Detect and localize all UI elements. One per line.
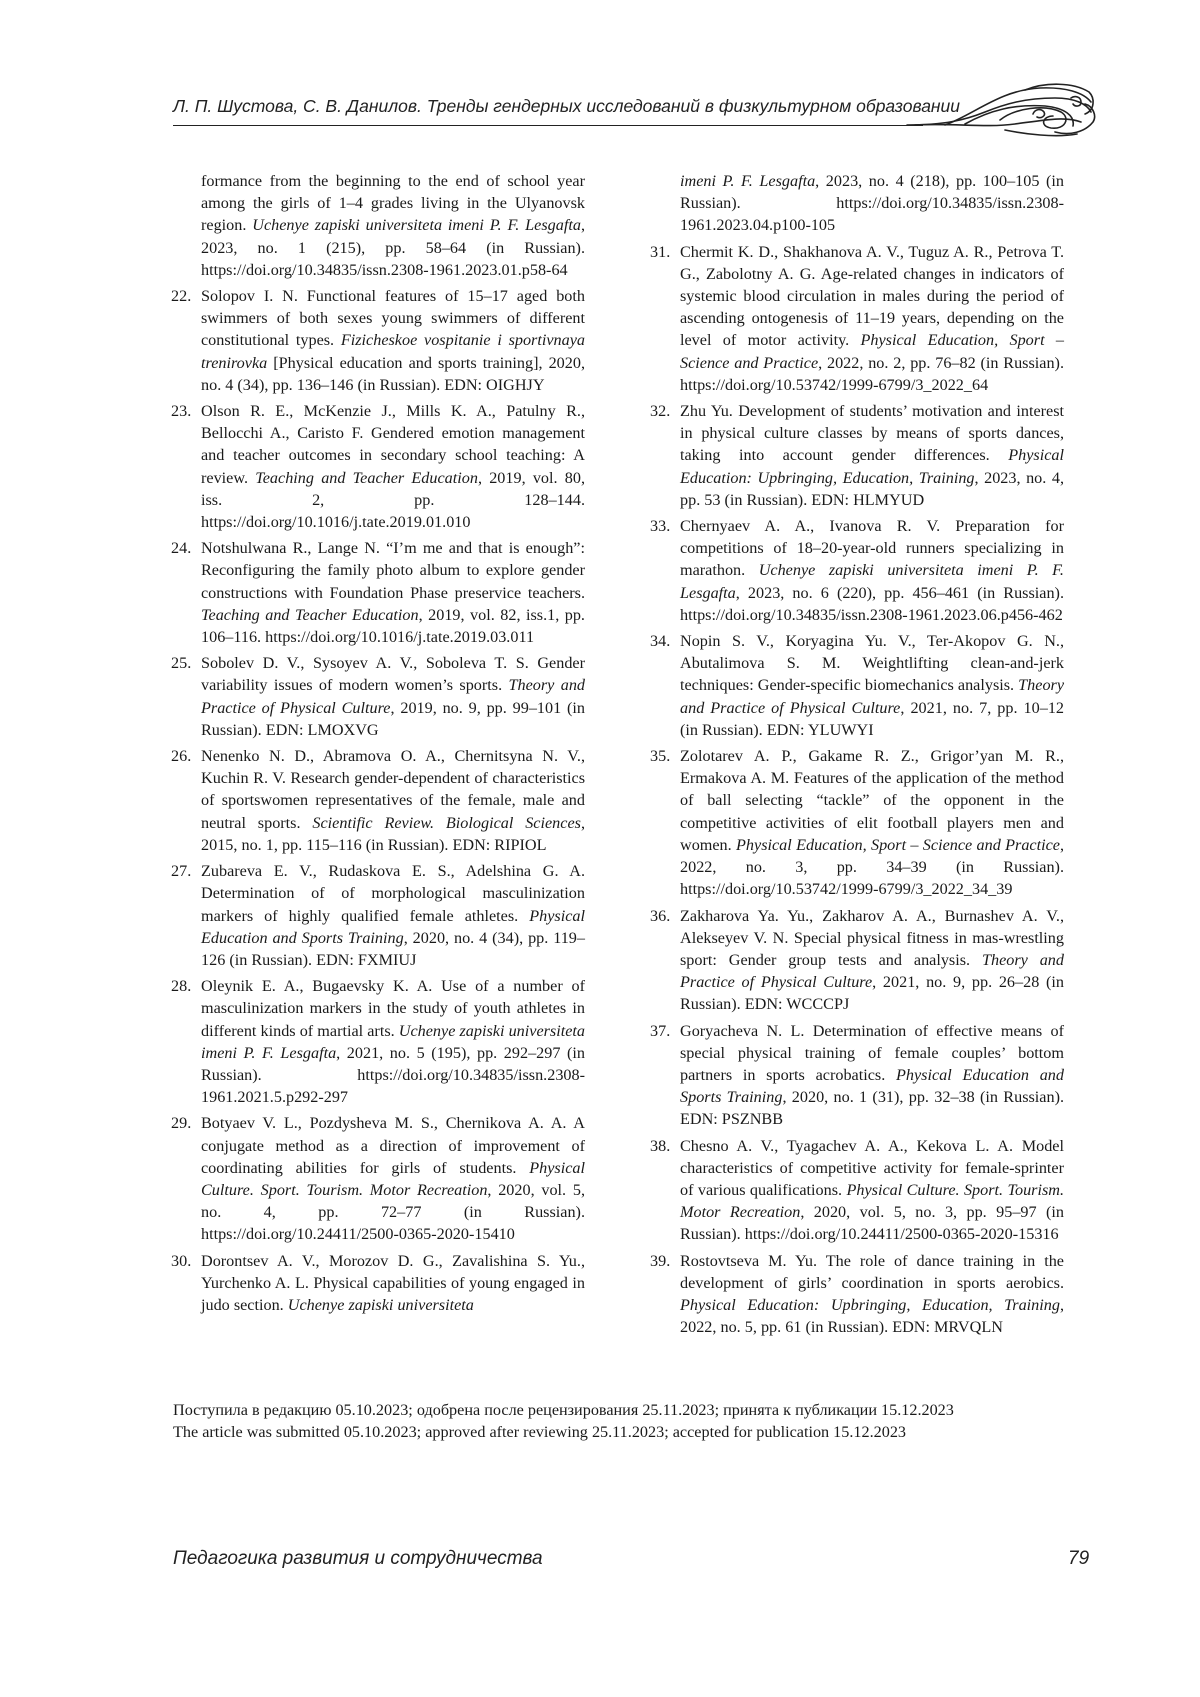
reference-text: , 2020, no. 1 (31), pp. 32–38 (in Russian). EDN: PSZNBB <box>680 1088 1064 1128</box>
reference-text: , 2020, no. 4 (34), pp. 119–126 (in Russian). EDN: FXMIUJ <box>201 929 585 969</box>
reference-text: , 2023, no. 1 (215), pp. 58–64 (in Russian). https://doi.org/10.34835/issn.2308-1961.2023.01.p58-64 <box>201 216 585 278</box>
page-number: 79 <box>1068 1548 1089 1570</box>
reference-text: , 2021, no. 9, pp. 26–28 (in Russian). EDN: WCCCPJ <box>680 973 1064 1013</box>
reference-source-title: Theory and Practice of Physical Culture <box>680 951 1064 991</box>
header-rule <box>173 125 923 126</box>
reference-number: 30. <box>171 1250 191 1272</box>
reference-source-title: imeni P. F. Lesgafta <box>680 172 815 190</box>
reference-number: 24. <box>171 537 191 559</box>
reference-text: Chesno A. V., Tyagachev A. A., Kekova L. A. Model characteristics of competitive activity for female-sprinter of various qualifications. <box>680 1137 1064 1199</box>
reference-item <box>173 285 585 396</box>
reference-text: , 2022, no. 5, pp. 61 (in Russian). EDN: MRVQLN <box>680 1296 1064 1336</box>
reference-text: , 2023, no. 6 (220), pp. 456–461 (in Russian). https://doi.org/10.34835/issn.2308-1961.2023.06.p456-462 <box>680 584 1064 624</box>
reference-item <box>173 537 585 648</box>
reference-number: 23. <box>171 400 191 422</box>
reference-item <box>173 860 585 971</box>
reference-number: 32. <box>650 400 670 422</box>
reference-text: , 2020, vol. 5, no. 3, pp. 95–97 (in Russian). https://doi.org/10.24411/2500-0365-2020-15316 <box>680 1203 1064 1243</box>
reference-text: Olson R. E., McKenzie J., Mills K. A., Patulny R., Bellocchi A., Caristo F. Gendered emotion management and teacher outcomes in secondary school teaching: A review. <box>201 402 585 487</box>
reference-number: 39. <box>650 1250 670 1272</box>
submission-history <box>173 1399 1093 1443</box>
reference-source-title: Theory and Practice of Physical Culture <box>680 676 1064 716</box>
reference-item <box>652 241 1064 396</box>
reference-text: , 2023, no. 4 (218), pp. 100–105 (in Russian). https://doi.org/10.34835/issn.2308-1961.2023.04.p100-105 <box>680 172 1064 234</box>
reference-text: Dorontsev A. V., Morozov D. G., Zavalishina S. Yu., Yurchenko A. L. Physical capabilities of young engaged in judo section. <box>201 1252 585 1314</box>
reference-text: Solopov I. N. Functional features of 15–17 aged both swimmers of both sexes young swimmers of different constitutional types. <box>201 287 585 349</box>
reference-source-title: Uchenye zapiski universiteta imeni P. F. Lesgafta <box>680 561 1064 601</box>
reference-source-title: Uchenye zapiski universiteta <box>288 1296 474 1314</box>
reference-text: , 2023, no. 4, pp. 53 (in Russian). EDN: HLMYUD <box>680 469 1064 509</box>
reference-number: 26. <box>171 745 191 767</box>
reference-number: 34. <box>650 630 670 652</box>
reference-item <box>173 745 585 856</box>
reference-item <box>652 745 1064 900</box>
reference-text: Zubareva E. V., Rudaskova E. S., Adelshina G. A. Determination of of morphological masculinization markers of highly qualified female athletes. <box>201 862 585 924</box>
submission-history-en: The article was submitted 05.10.2023; approved after reviewing 25.11.2023; accepted for publication 15.12.2023 <box>173 1421 1093 1443</box>
reference-text: , 2019, no. 9, pp. 99–101 (in Russian). EDN: LMOXVG <box>201 699 585 739</box>
reference-number: 38. <box>650 1135 670 1157</box>
reference-item <box>173 400 585 533</box>
reference-text: Sobolev D. V., Sysoyev A. V., Soboleva T. S. Gender variability issues of modern women’s sports. <box>201 654 585 694</box>
reference-source-title: Uchenye zapiski universiteta imeni P. F. Lesgafta <box>252 216 581 234</box>
reference-item <box>652 170 1064 237</box>
reference-text: Oleynik E. A., Bugaevsky K. A. Use of a number of masculinization markers in the study of youth athletes in different kinds of martial arts. <box>201 977 585 1039</box>
reference-text: Notshulwana R., Lange N. “I’m me and that is enough”: Reconfiguring the family photo album to explore gender constructions with Foundation Phase preservice teachers. <box>201 539 585 601</box>
reference-text: Rostovtseva M. Yu. The role of dance training in the development of girls’ coordination in sports aerobics. <box>680 1252 1064 1292</box>
reference-number: 25. <box>171 652 191 674</box>
reference-item <box>652 1020 1064 1131</box>
reference-number: 35. <box>650 745 670 767</box>
journal-title: Педагогика развития и сотрудничества <box>173 1548 543 1570</box>
reference-text: , 2015, no. 1, pp. 115–116 (in Russian). EDN: RIPIOL <box>201 814 585 854</box>
reference-text: Zolotarev A. P., Gakame R. Z., Grigor’yan M. R., Ermakova A. M. Features of the application of the method of ball selecting “tackle” of the opponent in the competitive activities of elit football players men and women. <box>680 747 1064 854</box>
reference-source-title: Physical Culture. Sport. Tourism. Motor Recreation <box>201 1159 585 1199</box>
reference-source-title: Physical Education: Upbringing, Education, Training <box>680 1296 1060 1314</box>
reference-source-title: Physical Education and Sports Training <box>201 907 585 947</box>
reference-item <box>173 975 585 1108</box>
reference-text: formance from the beginning to the end of school year among the girls of 1–4 grades living in the Ulyanovsk region. <box>201 172 585 234</box>
reference-item <box>173 1250 585 1317</box>
reference-text: Nenenko N. D., Abramova O. A., Chernitsyna N. V., Kuchin R. V. Research gender-dependent of characteristics of sportswomen representatives of the female, male and neutral sports. <box>201 747 585 832</box>
reference-number: 36. <box>650 905 670 927</box>
reference-number: 31. <box>650 241 670 263</box>
reference-source-title: Physical Education, Sport – Science and Practice <box>680 331 1064 371</box>
reference-text: , 2022, no. 2, pp. 76–82 (in Russian). https://doi.org/10.53742/1999-6799/3_2022_64 <box>680 354 1064 394</box>
reference-number: 37. <box>650 1020 670 1042</box>
reference-source-title: Physical Education, Sport – Science and Practice <box>736 836 1060 854</box>
reference-item <box>652 905 1064 1016</box>
reference-text: Zhu Yu. Development of students’ motivation and interest in physical culture classes by means of sports dances, taking into account gender differences. <box>680 402 1064 464</box>
reference-source-title: Scientific Review. Biological Sciences <box>312 814 581 832</box>
reference-number: 33. <box>650 515 670 537</box>
reference-item <box>652 1250 1064 1339</box>
ornament-icon <box>905 76 1097 144</box>
reference-text: Nopin S. V., Koryagina Yu. V., Ter-Akopov G. N., Abutalimova S. M. Weightlifting clean-and-jerk techniques: Gender-specific biomechanics analysis. <box>680 632 1064 694</box>
reference-text: , 2020, vol. 5, no. 4, pp. 72–77 (in Russian). https://doi.org/10.24411/2500-0365-2020-15410 <box>201 1181 585 1243</box>
reference-text: Chermit K. D., Shakhanova A. V., Tuguz A. R., Petrova T. G., Zabolotny A. G. Age-related changes in indicators of systemic blood circulation in males during the period of ascending ontogenesis of 11–19 years, depending on the level of motor activity. <box>680 243 1064 350</box>
reference-text: , 2021, no. 7, pp. 10–12 (in Russian). EDN: YLUWYI <box>680 699 1064 739</box>
reference-text: Botyaev V. L., Pozdysheva M. S., Chernikova A. A. A conjugate method as a direction of improvement of coordinating abilities for girls of students. <box>201 1114 585 1176</box>
reference-number: 22. <box>171 285 191 307</box>
reference-number: 27. <box>171 860 191 882</box>
reference-item <box>652 400 1064 511</box>
reference-text: [Physical education and sports training], 2020, no. 4 (34), pp. 136–146 (in Russian). EDN: OIGHJY <box>201 354 585 394</box>
running-header: Л. П. Шустова, С. В. Данилов. Тренды гендерных исследований в физкультурном образовании <box>173 96 923 117</box>
reference-source-title: Uchenye zapiski universiteta imeni P. F. Lesgafta <box>201 1022 585 1062</box>
reference-source-title: Teaching and Teacher Education <box>255 469 478 487</box>
reference-item <box>173 170 585 281</box>
reference-number: 28. <box>171 975 191 997</box>
reference-text: Zakharova Ya. Yu., Zakharov A. A., Burnashev A. V., Alekseyev V. N. Special physical fitness in mas-wrestling sport: Gender group tests and analysis. <box>680 907 1064 969</box>
references-right-column <box>652 170 1064 1342</box>
references-left-column <box>173 170 585 1320</box>
reference-text: , 2021, no. 5 (195), pp. 292–297 (in Russian). https://doi.org/10.34835/issn.2308-1961.2021.5.p292-297 <box>201 1044 585 1106</box>
reference-source-title: Theory and Practice of Physical Culture <box>201 676 585 716</box>
reference-source-title: Fizicheskoe vospitanie i sportivnaya trenirovka <box>201 331 585 371</box>
reference-item <box>652 1135 1064 1246</box>
reference-source-title: Teaching and Teacher Education <box>201 606 419 624</box>
reference-text: , 2019, vol. 82, iss.1, pp. 106–116. https://doi.org/10.1016/j.tate.2019.03.011 <box>201 606 585 646</box>
reference-item <box>173 652 585 741</box>
reference-text: Goryacheva N. L. Determination of effective means of special physical training of female couples’ bottom partners in sports acrobatics. <box>680 1022 1064 1084</box>
reference-text: , 2022, no. 3, pp. 34–39 (in Russian). https://doi.org/10.53742/1999-6799/3_2022_34_39 <box>680 836 1064 898</box>
reference-source-title: Physical Culture. Sport. Tourism. Motor Recreation <box>680 1181 1064 1221</box>
reference-item <box>173 1112 585 1245</box>
reference-item <box>652 515 1064 626</box>
reference-text: , 2019, vol. 80, iss. 2, pp. 128–144. https://doi.org/10.1016/j.tate.2019.01.010 <box>201 469 585 531</box>
submission-history-ru: Поступила в редакцию 05.10.2023; одобрена после рецензирования 25.11.2023; принята к публикации 15.12.2023 <box>173 1399 1093 1421</box>
reference-item <box>652 630 1064 741</box>
reference-text: Chernyaev A. A., Ivanova R. V. Preparation for competitions of 18–20-year-old runners specializing in marathon. <box>680 517 1064 579</box>
reference-source-title: Physical Education: Upbringing, Education, Training <box>680 446 1064 486</box>
reference-source-title: Physical Education and Sports Training <box>680 1066 1064 1106</box>
reference-number: 29. <box>171 1112 191 1134</box>
